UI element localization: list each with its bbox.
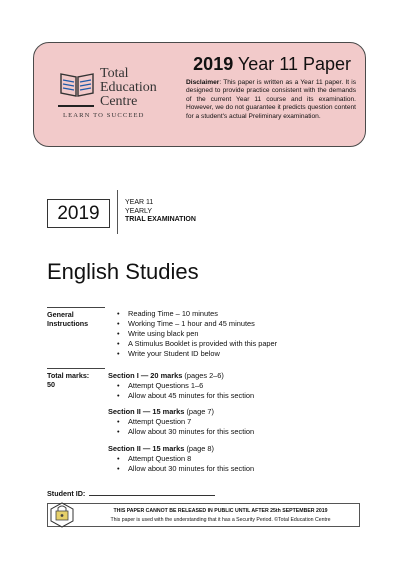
section-1-pages: (pages 2–6) [182, 371, 224, 380]
list-item: • A Stimulus Booklet is provided with this paper [117, 339, 277, 349]
list-item: • Allow about 30 minutes for this section [117, 464, 254, 474]
exam-year-box: 2019 [47, 199, 110, 228]
section-1-list [117, 381, 254, 401]
general-instructions-list [117, 309, 277, 359]
header-banner [33, 42, 366, 147]
student-id [47, 488, 215, 498]
list-item: • Allow about 45 minutes for this section [117, 391, 254, 401]
general-label-line1: General [47, 310, 74, 319]
list-item: • Reading Time – 10 minutes [117, 309, 277, 319]
list-item: • Attempt Question 7 [117, 417, 254, 427]
security-seal-icon [50, 502, 74, 528]
divider-total [47, 368, 105, 369]
list-item: • Working Time – 1 hour and 45 minutes [117, 319, 277, 329]
logo-tagline: LEARN TO SUCCEED [63, 112, 145, 119]
list-item: • Write your Student ID below [117, 349, 277, 359]
section-2-heading [108, 407, 214, 417]
paper-title [193, 54, 351, 75]
section-3-list [117, 454, 254, 474]
exam-info [125, 199, 196, 225]
exam-level: YEAR 11 [125, 199, 154, 206]
general-instructions-label [47, 310, 88, 328]
exam-kind: TRIAL EXAMINATION [125, 216, 196, 223]
list-item: • Attempt Question 8 [117, 454, 254, 464]
subject-title: English Studies [47, 259, 199, 284]
student-id-label: Student ID: [47, 489, 86, 498]
section-2-title: Section II — 15 marks [108, 407, 185, 416]
student-id-field[interactable] [89, 488, 215, 496]
security-notice-line1: THIS PAPER CANNOT BE RELEASED IN PUBLIC UNTIL AFTER 25th SEPTEMBER 2019 [113, 508, 328, 514]
list-item: • Write using black pen [117, 329, 277, 339]
section-2-pages: (page 7) [184, 407, 214, 416]
list-item: • Attempt Questions 1–6 [117, 381, 254, 391]
section-1-heading [108, 371, 224, 381]
exam-type: YEARLY [125, 207, 153, 215]
paper-year: 2019 [193, 54, 234, 74]
book-logo-icon [60, 71, 94, 97]
logo-name-line2: Education [100, 80, 157, 95]
general-label-line2: Instructions [47, 319, 89, 328]
company-logo [56, 63, 186, 133]
disclaimer-label: Disclaimer [186, 79, 220, 86]
list-item: • Allow about 30 minutes for this section [117, 427, 254, 437]
section-3-heading [108, 444, 214, 454]
section-3-title: Section II — 15 marks [108, 444, 185, 453]
logo-name [100, 67, 157, 109]
header-divider [117, 190, 118, 234]
logo-name-line1: Total [100, 66, 129, 81]
disclaimer-text: : This paper is written as a Year 11 paper. It is designed to provide practice consistent with the demands of the current Year 11 course and its examination. However, we do not guarantee it predicts question content for a student's actual Preliminary examination. [186, 79, 356, 120]
divider-general [47, 307, 105, 308]
total-marks-line1: Total marks: [47, 371, 90, 380]
security-notice-line2: This paper is used with the understanding that it has a Security Period. ©Total Education Centre [110, 517, 331, 523]
security-notice [47, 503, 360, 527]
section-1-title: Section I — 20 marks [108, 371, 183, 380]
section-2-list [117, 417, 254, 437]
logo-name-line3: Centre [100, 94, 138, 109]
total-marks-value: 50 [47, 380, 55, 389]
total-marks-label [47, 371, 89, 389]
disclaimer [186, 79, 356, 121]
paper-label: Year 11 Paper [237, 54, 351, 74]
logo-underline [58, 105, 94, 107]
section-3-pages: (page 8) [184, 444, 214, 453]
